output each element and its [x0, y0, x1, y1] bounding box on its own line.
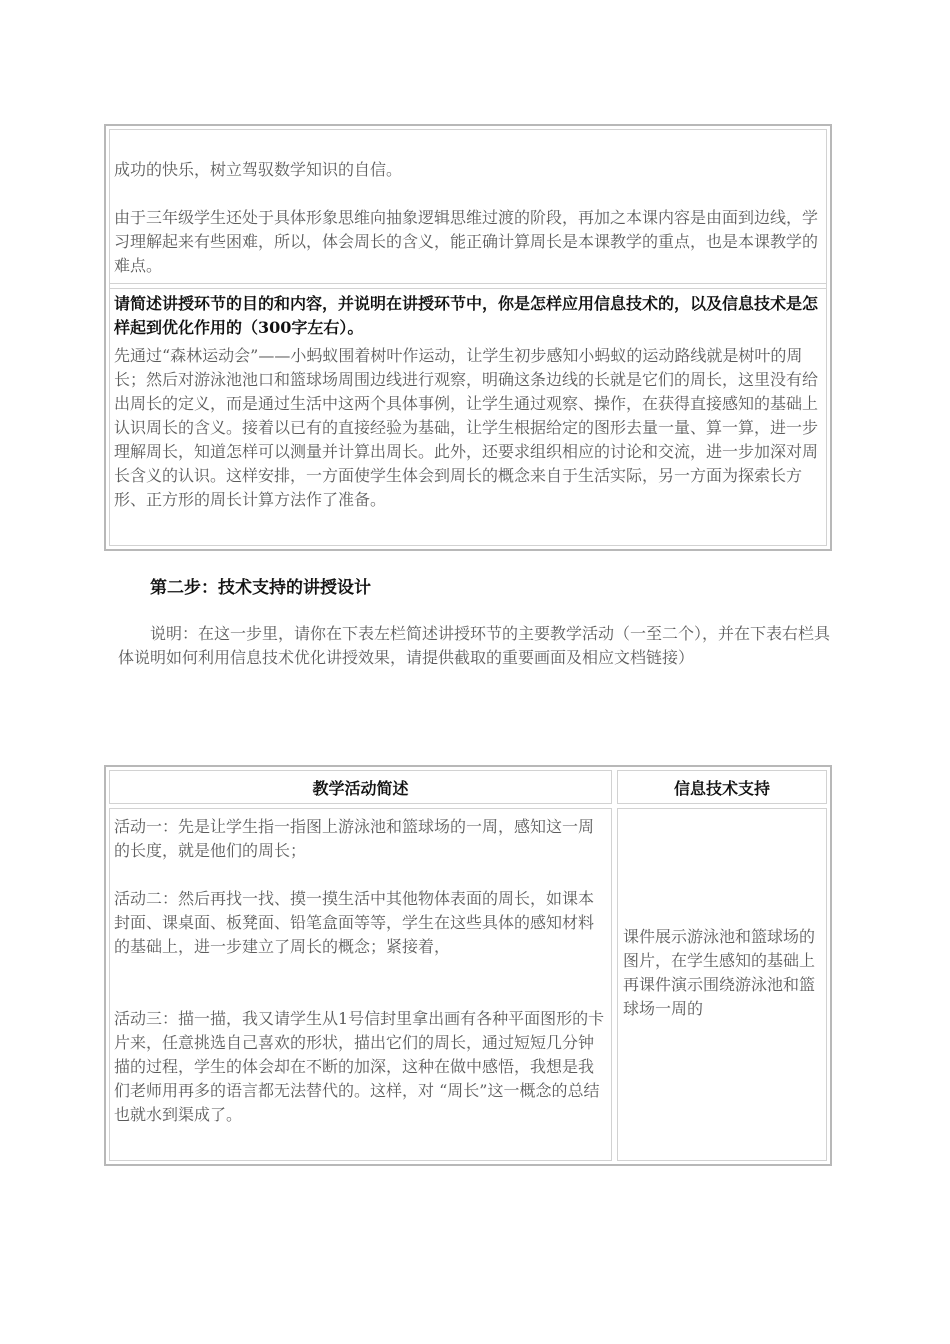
step2-note: 说明：在这一步里，请你在下表左栏简述讲授环节的主要教学活动（一至二个），并在下表右栏具体说明如何利用信息技术优化讲授效果，请提供截取的重要画面及相应文档链接） — [118, 624, 831, 667]
column-header-tech: 信息技术支持 — [673, 779, 770, 798]
activity-table — [104, 765, 832, 1166]
question-prompt: 请简述讲授环节的目的和内容，并说明在讲授环节中，你是怎样应用信息技术的，以及信息技术是怎样起到优化作用的（300字左右）。 — [114, 294, 819, 337]
row-divider — [109, 283, 827, 289]
activity-one: 活动一：先是让学生指一指图上游泳池和篮球场的一周，感知这一周的长度，就是他们的周长； — [114, 817, 595, 860]
activity-three: 活动三：描一描，我又请学生从1号信封里拿出画有各种平面图形的卡片来，任意挑选自己喜欢的形状，描出它们的周长，通过短短几分钟描的过程，学生的体会却在不断的加深，这种在做中感悟，我想是我们老师用再多的语言都无法替代的。这样，对 “周长”这一概念的总结也就水到渠成了。 — [114, 1009, 605, 1124]
step2-heading: 第二步：技术支持的讲授设计 — [150, 578, 371, 598]
paragraph-confidence: 成功的快乐，树立驾驭数学知识的自信。 — [114, 160, 403, 179]
paragraph-key-difficulty: 由于三年级学生还处于具体形象思维向抽象逻辑思维过渡的阶段，再加之本课内容是由面到边线，学习理解起来有些困难，所以，体会周长的含义，能正确计算周长是本课教学的重点，也是本课教学的难点。 — [114, 208, 819, 275]
top-table — [104, 124, 832, 551]
activity-two: 活动二：然后再找一找、摸一摸生活中其他物体表面的周长，如课本封面、课桌面、板凳面、铅笔盒面等等，学生在这些具体的感知材料的基础上，进一步建立了周长的概念；紧接着， — [114, 889, 595, 956]
column-header-activities: 教学活动简述 — [312, 779, 409, 798]
tech-support-text: 课件展示游泳池和篮球场的图片，在学生感知的基础上再课件演示围绕游泳池和篮球场一周的 — [623, 927, 816, 1018]
answer-text: 先通过“森林运动会”——小蚂蚁围着树叶作运动，让学生初步感知小蚂蚁的运动路线就是树叶的周长；然后对游泳池池口和篮球场周围边线进行观察，明确这条边线的长就是它们的周长，这里没有给出周长的定义，而是通过生活中这两个具体事例，让学生通过观察、操作，在获得直接感知的基础上认识周长的含义。接着以已有的直接经验为基础，让学生根据给定的图形去量一量、算一算，进一步理解周长，知道怎样可以测量并计算出周长。此外，还要求组织相应的讨论和交流，进一步加深对周长含义的认识。这样安排，一方面使学生体会到周长的概念来自于生活实际，另一方面为探索长方形、正方形的周长计算方法作了准备。 — [114, 346, 819, 509]
